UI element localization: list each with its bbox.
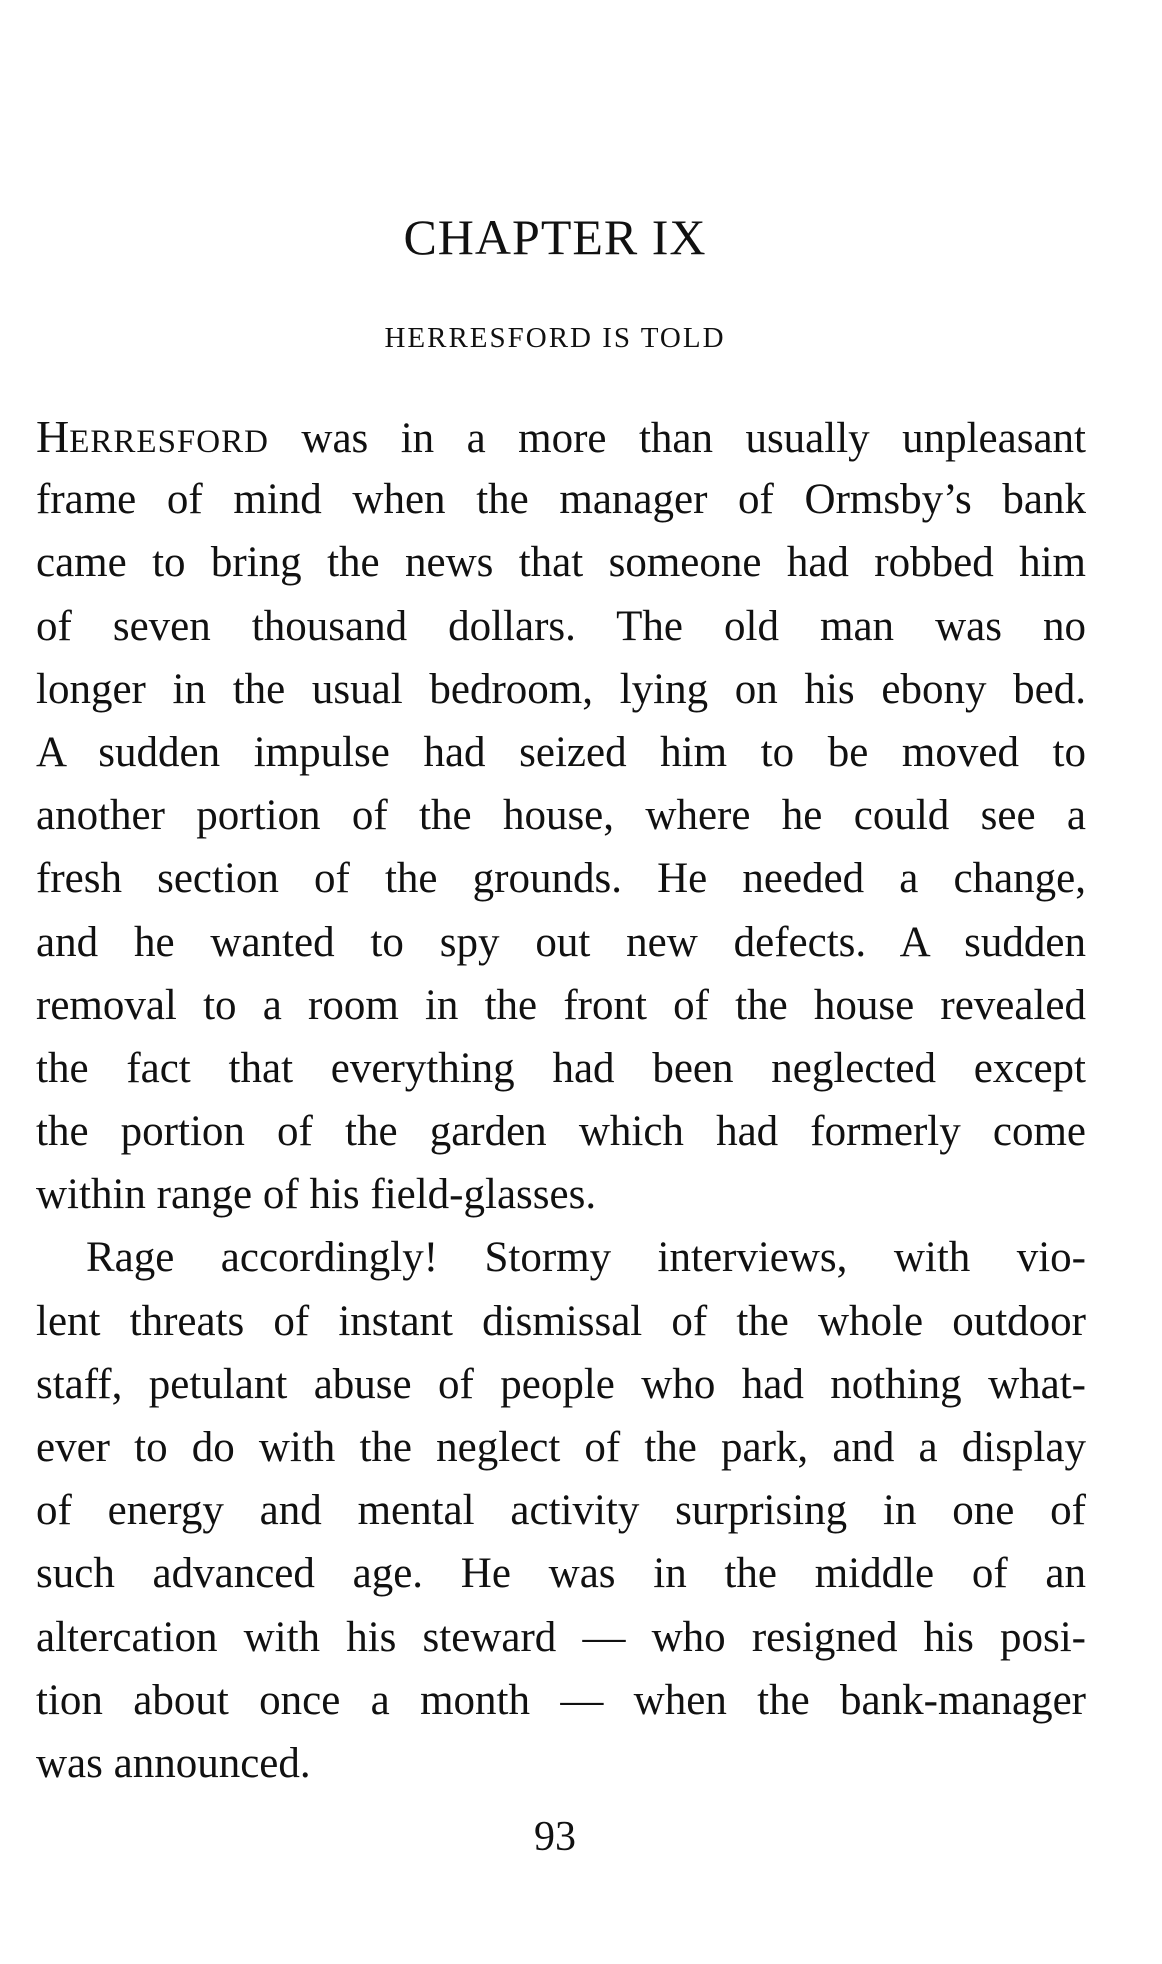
text-line: within range of his field-glasses. [36, 1171, 597, 1219]
text-line: staff, petulant abuse of people who had nothing what- [36, 1360, 1086, 1408]
text-line: came to bring the news that someone had robbed him [36, 539, 1086, 587]
text-line: of energy and mental activity surprising in one of [36, 1487, 1086, 1535]
text-line: another portion of the house, where he could see a [36, 792, 1086, 840]
text-line: Rage accordingly! Stormy interviews, with vio- [86, 1234, 1086, 1282]
text-line: removal to a room in the front of the house revealed [36, 981, 1086, 1029]
page-number: 93 [534, 1814, 576, 1861]
text-line: was announced. [36, 1739, 311, 1787]
text-line: of seven thousand dollars. The old man was no [36, 602, 1086, 650]
chapter-title: CHAPTER IX [403, 209, 707, 265]
text-line: A sudden impulse had seized him to be moved to [36, 728, 1086, 776]
text-line [36, 405, 1086, 468]
text-line: lent threats of instant dismissal of the whole outdoor [36, 1297, 1086, 1345]
line-text: was in a more than usually unpleasant [268, 415, 1086, 462]
text-line: altercation with his steward — who resigned his posi- [36, 1613, 1086, 1661]
text-line: tion about once a month — when the bank-manager [36, 1676, 1086, 1724]
text-line: frame of mind when the manager of Ormsby’s bank [36, 476, 1086, 524]
chapter-subtitle: HERRESFORD IS TOLD [384, 322, 726, 354]
text-line: longer in the usual bedroom, lying on his ebony bed. [36, 665, 1086, 713]
text-line: the fact that everything had been neglected except [36, 1044, 1086, 1092]
text-line: fresh section of the grounds. He needed a change, [36, 855, 1086, 903]
paragraph-1 [36, 405, 1086, 1226]
lead-initial: H [36, 411, 70, 462]
paragraph-2 [36, 1226, 1086, 1795]
chapter-body [36, 405, 1086, 1795]
text-line: ever to do with the neglect of the park, and a display [36, 1424, 1086, 1471]
text-line: the portion of the garden which had formerly come [36, 1108, 1086, 1156]
text-line: and he wanted to spy out new defects. A sudden [36, 918, 1086, 966]
lead-smallcaps: ERRESFORD [69, 424, 269, 460]
text-line: such advanced age. He was in the middle of an [36, 1550, 1086, 1598]
